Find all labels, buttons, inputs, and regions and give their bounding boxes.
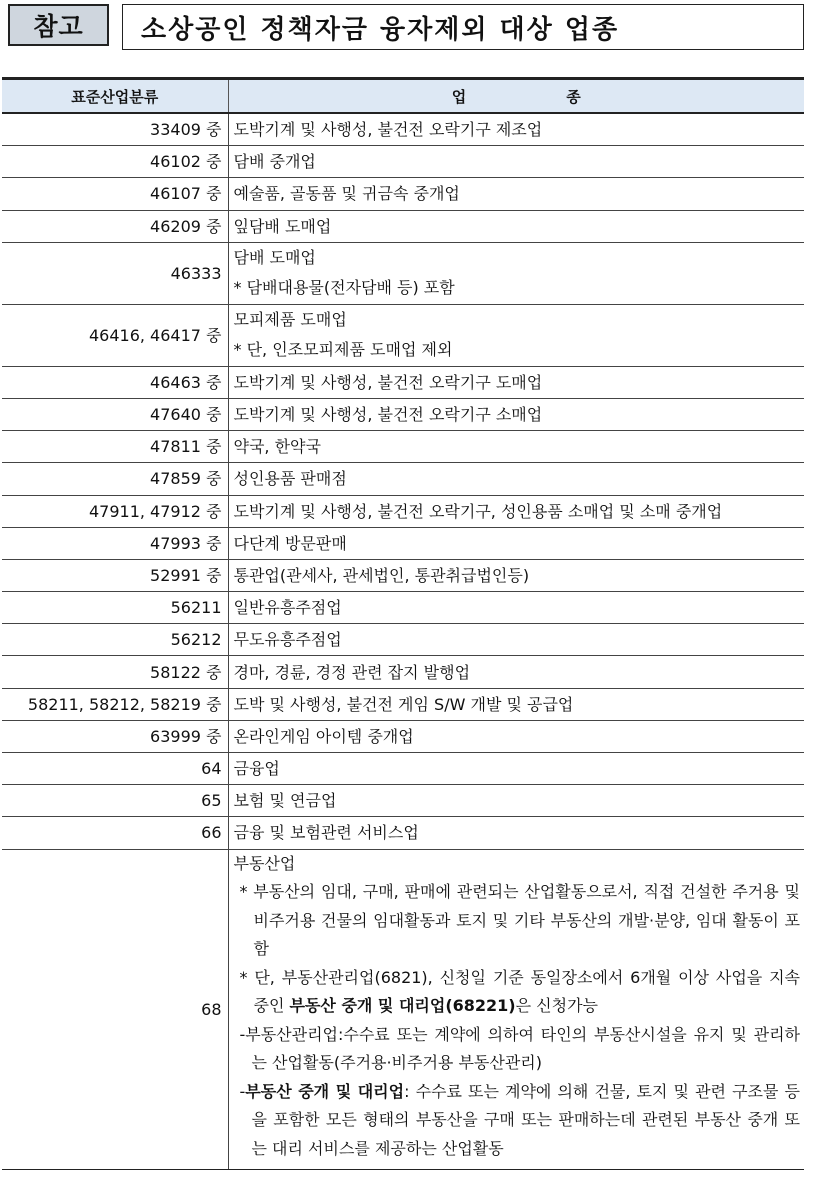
industry-cell: 성인용품 판매점 — [228, 463, 804, 495]
industry-dash-1: -부동산관리업:수수료 또는 계약에 의하여 타인의 부동산시설을 유지 및 관리하는 산업활동(주거용·비주거용 부동산관리) — [239, 1024, 800, 1073]
page-title: 소상공인 정책자금 융자제외 대상 업종 — [122, 4, 804, 50]
table-row — [2, 210, 804, 242]
column-header-industry — [228, 79, 804, 114]
industry-code-cell: 56211 — [2, 592, 228, 624]
industry-code-cell: 47640 중 — [2, 398, 228, 430]
industry-cell: 금융업 — [228, 753, 804, 785]
industry-cell: 예술품, 골동품 및 귀금속 중개업 — [228, 178, 804, 210]
table-row — [2, 366, 804, 398]
column-header-code: 표준산업분류 — [2, 79, 228, 114]
industry-cell — [228, 242, 804, 304]
industry-note-1: * 부동산의 임대, 구매, 판매에 관련되는 산업활동으로서, 직접 건설한 주거용 및 비주거용 건물의 임대활동과 토지 및 기타 부동산의 개발·분양, 임대 활동이 포함 — [239, 882, 800, 959]
industry-cell: 약국, 한약국 — [228, 431, 804, 463]
table-row — [2, 495, 804, 527]
dash-2-post: : 수수료 또는 계약에 의해 건물, 토지 및 관련 구조물 등을 포함한 모든 형태의 부동산을 구매 또는 판매하는데 관련된 부동산 중개 또는 대리 서비스를 제공하는 산업활동 — [251, 1081, 800, 1158]
industry-cell: 다단계 방문판매 — [228, 527, 804, 559]
industry-title: 부동산업 — [233, 853, 296, 873]
industry-cell: 담배 중개업 — [228, 146, 804, 178]
industry-cell: 무도유흥주점업 — [228, 624, 804, 656]
industry-cell: 보험 및 연금업 — [228, 785, 804, 817]
industry-cell: 통관업(관세사, 관세법인, 통관취급법인등) — [228, 559, 804, 591]
industry-cell: 경마, 경륜, 경정 관련 잡지 발행업 — [228, 656, 804, 688]
industry-code-cell: 52991 중 — [2, 559, 228, 591]
industry-cell: 금융 및 보험관련 서비스업 — [228, 817, 804, 849]
table-row — [2, 178, 804, 210]
note-2-bold: 부동산 중개 및 대리업(68221) — [289, 996, 516, 1016]
industry-code-cell: 46107 중 — [2, 178, 228, 210]
table-row — [2, 592, 804, 624]
column-header-industry-a: 업 — [451, 87, 467, 106]
table-row — [2, 656, 804, 688]
table-header-row — [2, 79, 804, 114]
table-row-real-estate — [2, 849, 804, 1170]
industry-cell — [228, 849, 804, 1170]
industry-cell — [228, 304, 804, 366]
industry-cell: 도박기계 및 사행성, 불건전 오락기구, 성인용품 소매업 및 소매 중개업 — [228, 495, 804, 527]
table-row — [2, 785, 804, 817]
industry-name: 모피제품 도매업 — [233, 310, 347, 330]
column-header-industry-b: 종 — [566, 87, 581, 106]
industry-code-cell: 47811 중 — [2, 431, 228, 463]
industry-code-cell: 46333 — [2, 242, 228, 304]
table-row — [2, 688, 804, 720]
industry-cell: 잎담배 도매업 — [228, 210, 804, 242]
page-header — [0, 4, 818, 52]
table-row — [2, 146, 804, 178]
industry-note: * 단, 인조모피제품 도매업 제외 — [233, 340, 453, 360]
excluded-industries-table — [2, 77, 804, 1170]
industry-dash-2 — [234, 1078, 801, 1164]
industry-cell: 도박기계 및 사행성, 불건전 오락기구 소매업 — [228, 398, 804, 430]
industry-note-2 — [234, 964, 801, 1021]
note-2-post: 은 신청가능 — [515, 996, 598, 1016]
industry-code-cell: 63999 중 — [2, 720, 228, 752]
table-row — [2, 527, 804, 559]
table-row — [2, 624, 804, 656]
industry-code-cell: 56212 — [2, 624, 228, 656]
industry-code-cell: 65 — [2, 785, 228, 817]
table-row — [2, 753, 804, 785]
table-body — [2, 113, 804, 1170]
industry-code-cell: 47859 중 — [2, 463, 228, 495]
industry-code-cell: 33409 중 — [2, 113, 228, 146]
table-row — [2, 431, 804, 463]
industry-cell: 온라인게임 아이템 중개업 — [228, 720, 804, 752]
note-2-pre: * 단, 부동산관리업(6821), 신청일 기준 동일장소에서 6개월 이상 사업을 지속 중인 — [239, 967, 800, 1016]
industry-code-cell: 47911, 47912 중 — [2, 495, 228, 527]
industry-note: * 담배대용물(전자담배 등) 포함 — [233, 278, 455, 298]
industry-code-cell: 58211, 58212, 58219 중 — [2, 688, 228, 720]
industry-code-cell: 64 — [2, 753, 228, 785]
industry-code-cell: 46416, 46417 중 — [2, 304, 228, 366]
industry-cell: 도박기계 및 사행성, 불건전 오락기구 도매업 — [228, 366, 804, 398]
industry-code-cell: 46463 중 — [2, 366, 228, 398]
industry-cell: 일반유흥주점업 — [228, 592, 804, 624]
industry-code-cell: 58122 중 — [2, 656, 228, 688]
industry-cell: 도박 및 사행성, 불건전 게임 S/W 개발 및 공급업 — [228, 688, 804, 720]
table-row — [2, 463, 804, 495]
table-row — [2, 720, 804, 752]
industry-code-cell: 46209 중 — [2, 210, 228, 242]
industry-code-cell: 66 — [2, 817, 228, 849]
dash-2-bold: 부동산 중개 및 대리업 — [245, 1081, 405, 1101]
industry-code-cell: 46102 중 — [2, 146, 228, 178]
industry-cell: 도박기계 및 사행성, 불건전 오락기구 제조업 — [228, 113, 804, 146]
dash-2-pre: - — [239, 1081, 246, 1101]
table-row — [2, 113, 804, 146]
industry-code-cell: 47993 중 — [2, 527, 228, 559]
table-row — [2, 817, 804, 849]
table-row — [2, 559, 804, 591]
industry-name: 담배 도매업 — [233, 248, 316, 268]
table-row — [2, 398, 804, 430]
reference-tag: 참고 — [8, 4, 109, 46]
table-row — [2, 242, 804, 304]
table-row — [2, 304, 804, 366]
industry-code-cell: 68 — [2, 849, 228, 1170]
